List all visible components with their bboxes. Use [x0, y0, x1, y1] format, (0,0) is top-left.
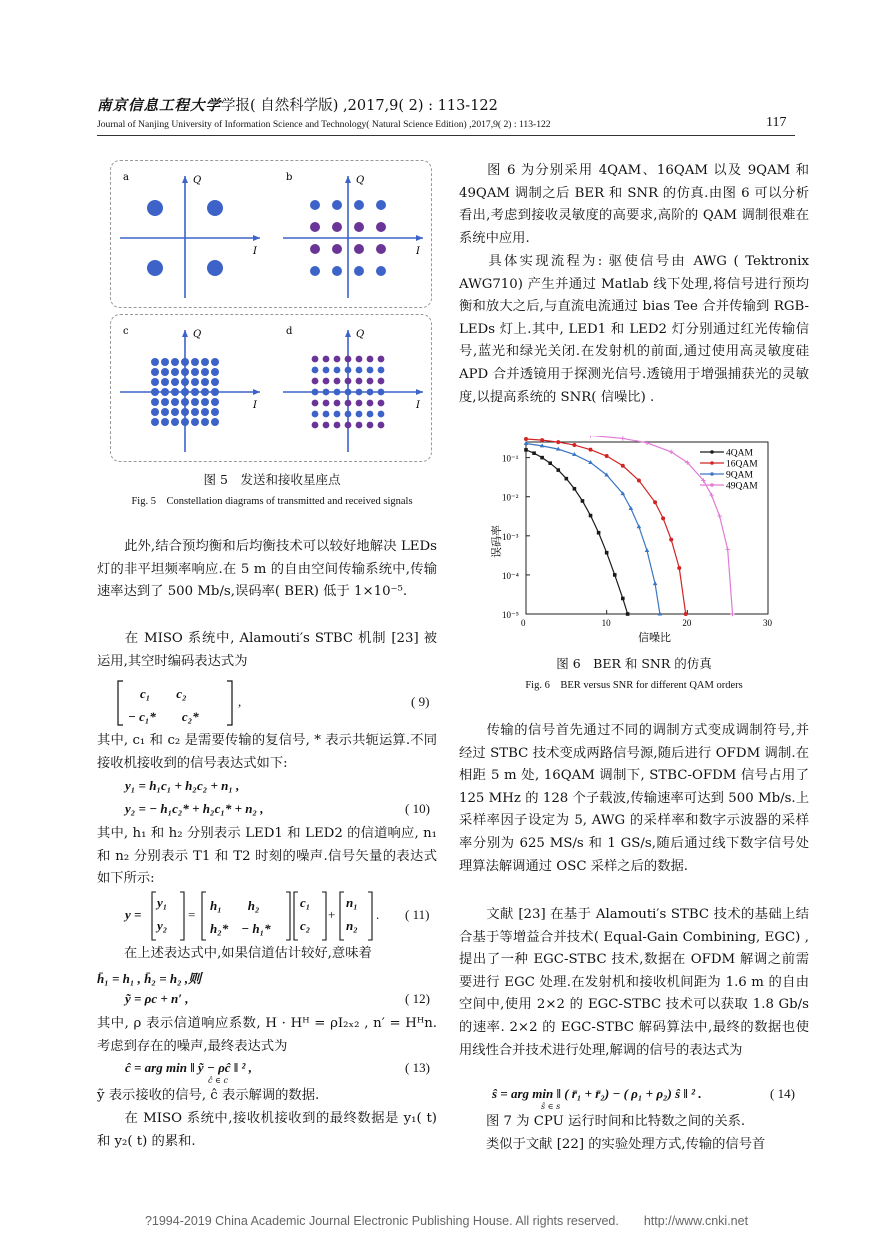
constellation-point [171, 378, 179, 386]
constellation-point [345, 422, 352, 429]
eq13: ĉ = arg min ‖ ỹ − ρĉ ‖ ² , [125, 1060, 252, 1075]
constellation-point [312, 422, 319, 429]
data-point [645, 441, 649, 445]
constellation-point [334, 356, 341, 363]
data-point [677, 566, 681, 570]
constellation-point [312, 378, 319, 385]
right-paragraph-1: 图 6 为分别采用 4QAM、16QAM 以及 9QAM 和 49QAM 调制之后 BER 和 SNR 的仿真.由图 6 可以分析看出,考虑到接收灵敏度的高要求,高阶的 QAM 调制很难在系统中应用. [459, 163, 809, 246]
constellation-point [310, 200, 320, 210]
data-point [653, 581, 658, 585]
constellation-point [356, 389, 363, 396]
left-paragraph-5b: h̄₁ = h₁ , h̄₂ = h₂ ,则 [97, 971, 202, 986]
eq13-number: ( 13) [405, 1060, 430, 1075]
constellation-point [378, 422, 385, 429]
q-label: Q [356, 329, 365, 340]
constellation-point [161, 418, 169, 426]
data-point [645, 548, 650, 552]
data-point [556, 440, 560, 444]
constellation-point [171, 408, 179, 416]
constellation-point [334, 400, 341, 407]
constellation-point [201, 398, 209, 406]
constellation-point [161, 368, 169, 376]
x-axis-label: 信噪比 [638, 631, 671, 644]
i-label: I [416, 246, 420, 257]
constellation-point [312, 389, 319, 396]
constellation-point [376, 222, 386, 232]
data-point [524, 448, 528, 452]
eq11-number: ( 11) [405, 907, 430, 922]
constellation-point [356, 378, 363, 385]
eq11-period: . [376, 907, 380, 922]
eq11-h-row2: h₂* − h₁* [210, 921, 271, 936]
constellation-panel-c [120, 326, 260, 452]
eq12-number: ( 12) [405, 991, 430, 1006]
q-arrow [345, 330, 351, 337]
figure5-caption-cn: 图 5 发送和接收星座点 [203, 472, 341, 487]
y-tick-label: 10⁻⁵ [502, 610, 519, 620]
constellation-point [356, 422, 363, 429]
data-point [730, 612, 734, 616]
figure6-chart [478, 436, 788, 648]
constellation-point [312, 367, 319, 374]
constellation-point [171, 398, 179, 406]
left-paragraph-8: 在 MISO 系统中,接收机接收到的最终数据是 y₁( t) 和 y₂( t) 的累和. [97, 1111, 437, 1149]
constellation-point [367, 367, 374, 374]
i-arrow [416, 389, 423, 395]
constellation-point [191, 398, 199, 406]
constellation-point [334, 422, 341, 429]
constellation-point [310, 222, 320, 232]
constellation-point [211, 368, 219, 376]
header-rule [97, 135, 795, 136]
constellation-point [323, 378, 330, 385]
data-point [684, 612, 688, 616]
constellation-point [201, 358, 209, 366]
q-arrow [182, 330, 188, 337]
x-tick-label: 20 [682, 618, 692, 628]
constellation-point [345, 367, 352, 374]
constellation-point [171, 418, 179, 426]
constellation-point [345, 378, 352, 385]
constellation-point [191, 378, 199, 386]
right-paragraph-2: 具体实现流程为: 驱使信号由 AWG ( Tektronix AWG710) 产生并通过 Matlab 线下处理,将信号进行预均衡和放大之后,与直流电流通过 bias Tee 合并传输到 RGB-LEDs 灯上.其中, LED1 和 LED2 灯分别通过红光传输信号,蓝光和绿光关闭.在发射机的前面,通过使用高灵敏度硅 APD 合并透镜用于探测光信号.透镜用于增强捕获光的灵敏度,以提高系统的 SNR( 信噪比) . [459, 254, 809, 405]
left-paragraph-3: 其中, c₁ 和 c₂ 是需要传输的复信号, * 表示共轭运算.不同接收机接收到的信号表达式如下: [97, 733, 437, 771]
series-line [526, 443, 660, 614]
eq14-subscript: ŝ ∈ s [541, 1102, 561, 1111]
constellation-point [181, 358, 189, 366]
constellation-panel-b [283, 172, 423, 298]
page-number: 117 [766, 115, 787, 130]
legend-marker [710, 483, 714, 487]
constellation-point [151, 358, 159, 366]
data-point [573, 487, 577, 491]
constellation-point [345, 356, 352, 363]
constellation-point [151, 408, 159, 416]
constellation-point [191, 388, 199, 396]
eq10-line1: y₁ = h₁c₁ + h₂c₂ + n₁ , [125, 778, 240, 793]
x-tick-label: 10 [601, 618, 611, 628]
legend-marker [710, 472, 714, 476]
legend-label: 4QAM [726, 448, 753, 459]
constellation-point [367, 389, 374, 396]
data-point [637, 524, 642, 528]
q-arrow [345, 176, 351, 183]
constellation-point [161, 388, 169, 396]
right-paragraph-6: 类似于文献 [22] 的实验处理方式,传输的信号首 [486, 1137, 766, 1152]
constellation-point [191, 358, 199, 366]
right-paragraph-5: 图 7 为 CPU 运行时间和比特数之间的关系. [486, 1114, 746, 1129]
constellation-point [354, 244, 364, 254]
constellation-point [207, 200, 223, 216]
constellation-point [345, 389, 352, 396]
data-point [637, 479, 641, 483]
y-tick-label: 10⁻¹ [502, 453, 519, 464]
constellation-point [310, 244, 320, 254]
constellation-point [161, 408, 169, 416]
constellation-point [312, 411, 319, 418]
data-point [621, 436, 625, 440]
eq14-number: ( 14) [770, 1086, 795, 1101]
data-point [661, 516, 665, 520]
q-label: Q [193, 175, 202, 186]
constellation-point [171, 368, 179, 376]
constellation-point [378, 400, 385, 407]
constellation-point [310, 266, 320, 276]
constellation-point [201, 418, 209, 426]
constellation-point [181, 388, 189, 396]
constellation-point [378, 411, 385, 418]
data-point [613, 573, 617, 577]
constellation-point [354, 222, 364, 232]
constellation-point [354, 266, 364, 276]
constellation-panel-d [283, 326, 423, 452]
left-paragraph-7: ỹ 表示接收的信号, ĉ 表示解调的数据. [97, 1088, 320, 1103]
constellation-point [334, 389, 341, 396]
eq12: ỹ = ρc + n′ , [125, 991, 189, 1006]
series-line [526, 450, 628, 614]
i-arrow [253, 235, 260, 241]
constellation-point [367, 400, 374, 407]
constellation-point [334, 411, 341, 418]
data-point [653, 500, 657, 504]
panel-tag: d [286, 326, 293, 337]
constellation-point [332, 222, 342, 232]
journal-header-cn [97, 94, 498, 115]
q-label: Q [193, 329, 202, 340]
eq9-row2: − c₁* c₂* [128, 709, 199, 724]
constellation-point [181, 398, 189, 406]
journal-logo: 南京信息工程大学 [97, 97, 221, 114]
constellation-point [201, 378, 209, 386]
constellation-point [334, 367, 341, 374]
constellation-point [181, 408, 189, 416]
figure5-caption-en: Fig. 5 Constellation diagrams of transmitted and received signals [131, 496, 413, 507]
data-point [540, 456, 544, 460]
data-point [605, 551, 609, 555]
journal-header-en: Journal of Nanjing University of Information Science and Technology( Natural Science Edition) ,2017,9( 2) : 113-122 [97, 119, 551, 130]
eq13-subscript: ĉ ∈ c [208, 1076, 228, 1085]
constellation-point [151, 388, 159, 396]
eq11-c1: c₁ [300, 895, 311, 910]
panel-tag: a [123, 172, 129, 183]
data-point [588, 436, 592, 438]
constellation-point [312, 356, 319, 363]
constellation-point [367, 378, 374, 385]
constellation-point [211, 378, 219, 386]
eq11-plus: + [328, 907, 336, 922]
constellation-point [376, 200, 386, 210]
i-label: I [253, 246, 257, 257]
page-footer: ?1994-2019 China Academic Journal Electronic Publishing House. All rights reserved. http://www.cnki.net [144, 1214, 749, 1228]
series-9QAM [524, 441, 663, 616]
y-axis-label: 误码率 [490, 525, 503, 558]
eq10-line2: y₂ = − h₁c₂* + h₂c₁* + n₂ , [125, 801, 264, 816]
data-point [581, 499, 585, 503]
constellation-point [211, 398, 219, 406]
q-label: Q [356, 175, 365, 186]
constellation-point [323, 400, 330, 407]
data-point [621, 464, 625, 468]
y-tick-label: 10⁻³ [502, 531, 519, 542]
constellation-point [334, 378, 341, 385]
data-point [709, 493, 713, 497]
legend-marker [710, 450, 714, 454]
eq11-c2: c₂ [300, 918, 311, 933]
eq11-y1: y₁ [157, 895, 168, 910]
panel-tag: c [123, 326, 129, 337]
data-point [572, 443, 576, 447]
legend-label: 16QAM [726, 459, 758, 470]
constellation-point [211, 358, 219, 366]
constellation-point [332, 244, 342, 254]
constellation-point [323, 367, 330, 374]
constellation-point [161, 358, 169, 366]
figure6-caption-en: Fig. 6 BER versus SNR for different QAM orders [525, 680, 743, 691]
constellation-point [151, 398, 159, 406]
data-point [548, 461, 552, 465]
data-point [597, 531, 601, 535]
constellation-point [356, 411, 363, 418]
constellation-point [367, 422, 374, 429]
constellation-point [181, 418, 189, 426]
y-tick-label: 10⁻² [502, 492, 519, 503]
constellation-point [356, 356, 363, 363]
constellation-point [151, 368, 159, 376]
left-paragraph-1: 此外,结合预均衡和后均衡技术可以较好地解决 LEDs 灯的非平坦频率响应.在 5 m 的自由空间传输系统中,传输速率达到了 500 Mb/s,误码率( BER) 低于 1×10⁻⁵. [97, 539, 437, 600]
constellation-point [151, 378, 159, 386]
constellation-point [171, 388, 179, 396]
eq14: ŝ = arg min ‖ ( r̄₁ + r̄₂) − ( ρ₁ + ρ₂) ŝ ‖ ² . [492, 1086, 702, 1101]
constellation-point [376, 244, 386, 254]
constellation-point [376, 266, 386, 276]
panel-tag: b [286, 172, 293, 183]
figure5-constellations [110, 160, 440, 470]
data-point [532, 451, 536, 455]
constellation-point [207, 260, 223, 276]
constellation-point [356, 367, 363, 374]
i-label: I [416, 400, 420, 411]
constellation-point [211, 418, 219, 426]
data-point [626, 612, 630, 616]
y-tick-label: 10⁻⁴ [502, 570, 519, 581]
left-paragraph-5: 在上述表达式中,如果信道估计较好,意味着 [124, 946, 372, 961]
constellation-point [378, 378, 385, 385]
constellation-point [151, 418, 159, 426]
constellation-point [332, 200, 342, 210]
constellation-point [201, 368, 209, 376]
data-point [589, 514, 593, 518]
data-point [565, 477, 569, 481]
eq11-y2: y₂ [157, 918, 168, 933]
constellation-point [191, 408, 199, 416]
data-point [621, 597, 625, 601]
constellation-point [354, 200, 364, 210]
legend-marker [710, 461, 714, 465]
constellation-point [191, 368, 199, 376]
legend-label: 9QAM [726, 470, 753, 481]
constellation-point [312, 400, 319, 407]
eq9-row1: c₁ c₂ [140, 686, 187, 701]
constellation-point [161, 398, 169, 406]
constellation-point [181, 368, 189, 376]
eq11-lhs: y = [125, 907, 142, 922]
series-4QAM [524, 448, 629, 616]
constellation-point [161, 378, 169, 386]
x-tick-label: 0 [521, 618, 526, 628]
legend-label: 49QAM [726, 481, 758, 492]
eq11-h-row1: h₁ h₂ [210, 898, 260, 913]
constellation-point [181, 378, 189, 386]
eq9-comma: , [238, 694, 242, 709]
constellation-point [191, 418, 199, 426]
x-tick-label: 30 [763, 618, 772, 628]
left-paragraph-4: 其中, h₁ 和 h₂ 分别表示 LED1 和 LED2 的信道响应, n₁ 和 n₂ 分别表示 T1 和 T2 时刻的噪声.信号矢量的表达式如下所示: [97, 826, 437, 887]
constellation-point [201, 388, 209, 396]
constellation-point [323, 389, 330, 396]
eq11-equals: = [188, 907, 196, 922]
constellation-point [345, 411, 352, 418]
right-paragraph-3: 传输的信号首先通过不同的调制方式变成调制符号,并经过 STBC 技术变成两路信号源,随后进行 OFDM 调制.在相距 5 m 处, 16QAM 调制下, STBC-OFDM 信号占用了 125 MHz 的 128 个子载波,传输速率可达到 500 Mb/s.上采样率因子设定为 5, AWG 的采样率和数字示波器的采样率分别为 625 MS/s 和 1 GS/s,随后通过线下数字信号处理算法解调通过 OSC 采样之后的数据. [459, 723, 809, 874]
eq11-n1: n₁ [346, 895, 358, 910]
constellation-point [378, 389, 385, 396]
data-point [605, 454, 609, 458]
constellation-point [367, 356, 374, 363]
right-paragraph-4: 文献 [23] 在基于 Alamouti′s STBC 技术的基础上结合基于等增益合并技术( Equal-Gain Combining, EGC) ,提出了一种 EGC-STBC 技术,数据在 OFDM 解调之前需要进行 EGC 处理.在发射机和接收机间距为 1.6 m 的自由空间中,使用 2×2 的 EGC-STBC 技术可以获取 1.8 Gb/s 的速率. 2×2 的 EGC-STBC 解码算法中,最终的数据也使用线性合并技术进行处理,解调的信号的表达式为 [459, 907, 809, 1058]
data-point [524, 437, 528, 441]
left-paragraph-6: 其中, ρ 表示信道响应系数, H · Hᴴ = ρI₂ₓ₂ , n′ = Hᴴn.考虑到存在的噪声,最终表达式为 [97, 1016, 437, 1054]
constellation-point [211, 388, 219, 396]
left-paragraph-2: 在 MISO 系统中, Alamouti′s STBC 机制 [23] 被运用,其空时编码表达式为 [97, 631, 437, 669]
constellation-point [323, 422, 330, 429]
constellation-point [201, 408, 209, 416]
i-arrow [253, 389, 260, 395]
data-point [717, 514, 721, 518]
constellation-point [367, 411, 374, 418]
constellation-point [345, 400, 352, 407]
constellation-point [332, 266, 342, 276]
eq9-number: ( 9) [411, 694, 430, 709]
journal-issue: 学报( 自然科学版) ,2017,9( 2) : 113-122 [221, 98, 498, 114]
constellation-point [378, 367, 385, 374]
data-point [725, 547, 729, 551]
i-arrow [416, 235, 423, 241]
i-label: I [253, 400, 257, 411]
constellation-point [147, 260, 163, 276]
constellation-point [211, 408, 219, 416]
constellation-point [323, 356, 330, 363]
constellation-point [147, 200, 163, 216]
constellation-point [378, 356, 385, 363]
data-point [540, 438, 544, 442]
constellation-panel-a [120, 172, 260, 298]
series-line [526, 439, 686, 614]
data-point [669, 538, 673, 542]
data-point [556, 468, 560, 472]
figure6-caption-cn: 图 6 BER 和 SNR 的仿真 [556, 656, 712, 671]
q-arrow [182, 176, 188, 183]
data-point [589, 448, 593, 452]
eq11-n2: n₂ [346, 918, 358, 933]
constellation-point [356, 400, 363, 407]
eq10-number: ( 10) [405, 801, 430, 816]
constellation-point [323, 411, 330, 418]
constellation-point [171, 358, 179, 366]
